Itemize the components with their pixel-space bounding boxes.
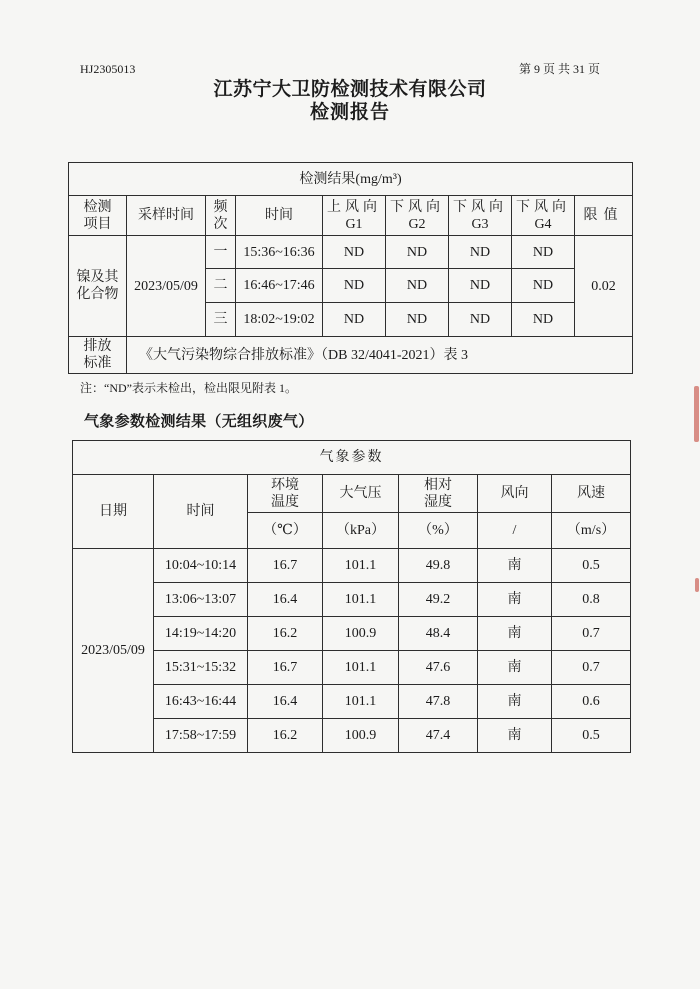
header-item <box>69 196 127 236</box>
g4-cell: ND <box>512 236 575 269</box>
standard-label-line2: 标准 <box>83 356 112 371</box>
pressure-cell: 101.1 <box>323 651 399 685</box>
header-g2 <box>386 196 449 236</box>
header-wind-direction: 风向 <box>478 475 552 513</box>
humidity-cell: 47.6 <box>399 651 478 685</box>
wind-direction-cell: 南 <box>478 617 552 651</box>
wind-speed-cell: 0.5 <box>552 549 631 583</box>
wind-direction-cell: 南 <box>478 685 552 719</box>
company-name: 江苏宁大卫防检测技术有限公司 <box>213 79 487 100</box>
weather-caption-row <box>73 441 631 475</box>
frequency-cell: 一 <box>206 236 236 269</box>
table-row <box>73 685 631 719</box>
time-cell: 15:31~15:32 <box>154 651 248 685</box>
header-g1-line1: 上风向 <box>327 199 381 215</box>
temperature-cell: 16.2 <box>248 617 323 651</box>
report-title: 检测报告 <box>309 102 390 123</box>
header-g4-line2: G4 <box>534 216 552 232</box>
pressure-cell: 100.9 <box>323 617 399 651</box>
table-row <box>73 651 631 685</box>
header-time: 时间 <box>236 196 323 236</box>
weather-header-row <box>73 475 631 513</box>
header-g3-line1: 下风向 <box>453 199 507 215</box>
g1-cell: ND <box>323 236 386 269</box>
header-time: 时间 <box>154 475 248 549</box>
header-frequency-line2: 次 <box>213 216 228 232</box>
header-g4-line1: 下风向 <box>516 199 570 215</box>
frequency-cell: 二 <box>206 269 236 303</box>
temperature-cell: 16.7 <box>248 651 323 685</box>
header-frequency <box>206 196 236 236</box>
header-temperature-line1: 环境 <box>271 477 299 493</box>
header-item-line2: 项目 <box>83 216 112 232</box>
wind-speed-cell: 0.5 <box>552 719 631 753</box>
standard-text-cell: 《大气污染物综合排放标准》（DB 32/4041-2021）表 3 <box>127 337 633 374</box>
item-name-line1: 镍及其 <box>76 270 119 285</box>
header-g3 <box>449 196 512 236</box>
header-date: 日期 <box>73 475 154 549</box>
table-row <box>69 236 633 269</box>
pressure-cell: 101.1 <box>323 685 399 719</box>
g1-cell: ND <box>323 303 386 337</box>
pressure-cell: 100.9 <box>323 719 399 753</box>
header-g4 <box>512 196 575 236</box>
time-cell: 15:36~16:36 <box>236 236 323 269</box>
item-name-cell <box>69 236 127 337</box>
item-name-line2: 化合物 <box>76 287 119 302</box>
g3-cell: ND <box>449 236 512 269</box>
weather-section-title: 气象参数检测结果（无组织废气） <box>84 414 314 430</box>
g3-cell: ND <box>449 269 512 303</box>
header-pressure: 大气压 <box>323 475 399 513</box>
unit-humidity: （%） <box>399 513 478 549</box>
report-number: HJ2305013 <box>80 62 136 76</box>
scan-edge-mark <box>695 578 699 592</box>
unit-wind-direction: / <box>478 513 552 549</box>
g2-cell: ND <box>386 303 449 337</box>
wind-direction-cell: 南 <box>478 651 552 685</box>
temperature-cell: 16.4 <box>248 685 323 719</box>
g2-cell: ND <box>386 269 449 303</box>
g4-cell: ND <box>512 269 575 303</box>
header-humidity <box>399 475 478 513</box>
results-caption: 检测结果(mg/m³) <box>69 163 633 196</box>
weather-parameters-table <box>72 440 631 753</box>
header-g3-line2: G3 <box>471 216 489 232</box>
wind-speed-cell: 0.8 <box>552 583 631 617</box>
header-g1 <box>323 196 386 236</box>
g1-cell: ND <box>323 269 386 303</box>
wind-speed-cell: 0.7 <box>552 617 631 651</box>
temperature-cell: 16.7 <box>248 549 323 583</box>
header-frequency-line1: 频 <box>213 199 228 215</box>
unit-wind-speed: （m/s） <box>552 513 631 549</box>
pressure-cell: 101.1 <box>323 583 399 617</box>
results-header-row <box>69 196 633 236</box>
header-g2-line2: G2 <box>408 216 426 232</box>
scan-edge-mark <box>694 386 699 442</box>
humidity-cell: 49.2 <box>399 583 478 617</box>
temperature-cell: 16.4 <box>248 583 323 617</box>
time-cell: 13:06~13:07 <box>154 583 248 617</box>
wind-speed-cell: 0.6 <box>552 685 631 719</box>
time-cell: 14:19~14:20 <box>154 617 248 651</box>
humidity-cell: 47.8 <box>399 685 478 719</box>
humidity-cell: 47.4 <box>399 719 478 753</box>
standard-label-line1: 排放 <box>83 339 112 354</box>
time-cell: 10:04~10:14 <box>154 549 248 583</box>
time-cell: 16:46~17:46 <box>236 269 323 303</box>
g2-cell: ND <box>386 236 449 269</box>
wind-speed-cell: 0.7 <box>552 651 631 685</box>
table-row <box>73 617 631 651</box>
wind-direction-cell: 南 <box>478 583 552 617</box>
detection-results-table <box>68 162 633 374</box>
time-cell: 18:02~19:02 <box>236 303 323 337</box>
header-item-line1: 检测 <box>83 199 112 215</box>
limit-cell: 0.02 <box>575 236 633 337</box>
header-humidity-line2: 湿度 <box>424 494 452 510</box>
header-temperature <box>248 475 323 513</box>
frequency-cell: 三 <box>206 303 236 337</box>
unit-pressure: （kPa） <box>323 513 399 549</box>
table-row <box>73 549 631 583</box>
g3-cell: ND <box>449 303 512 337</box>
weather-caption: 气象参数 <box>73 441 631 475</box>
header-limit: 限值 <box>575 196 633 236</box>
wind-direction-cell: 南 <box>478 719 552 753</box>
time-cell: 16:43~16:44 <box>154 685 248 719</box>
header-g2-line1: 下风向 <box>390 199 444 215</box>
header-g1-line2: G1 <box>345 216 363 232</box>
weather-date-cell: 2023/05/09 <box>73 549 154 753</box>
time-cell: 17:58~17:59 <box>154 719 248 753</box>
page-indicator: 第 9 页 共 31 页 <box>518 62 600 76</box>
unit-temperature: （℃） <box>248 513 323 549</box>
standard-row <box>69 337 633 374</box>
header-temperature-line2: 温度 <box>271 494 299 510</box>
table-row <box>73 583 631 617</box>
pressure-cell: 101.1 <box>323 549 399 583</box>
header-humidity-line1: 相对 <box>424 477 452 493</box>
header-wind-speed: 风速 <box>552 475 631 513</box>
wind-direction-cell: 南 <box>478 549 552 583</box>
results-caption-row <box>69 163 633 196</box>
table-row <box>73 719 631 753</box>
g4-cell: ND <box>512 303 575 337</box>
table-note: 注：“ND”表示未检出，检出限见附表 1。 <box>80 381 297 395</box>
standard-label-cell <box>69 337 127 374</box>
humidity-cell: 49.8 <box>399 549 478 583</box>
humidity-cell: 48.4 <box>399 617 478 651</box>
temperature-cell: 16.2 <box>248 719 323 753</box>
header-sampling-date: 采样时间 <box>127 196 206 236</box>
sampling-date-cell: 2023/05/09 <box>127 236 206 337</box>
